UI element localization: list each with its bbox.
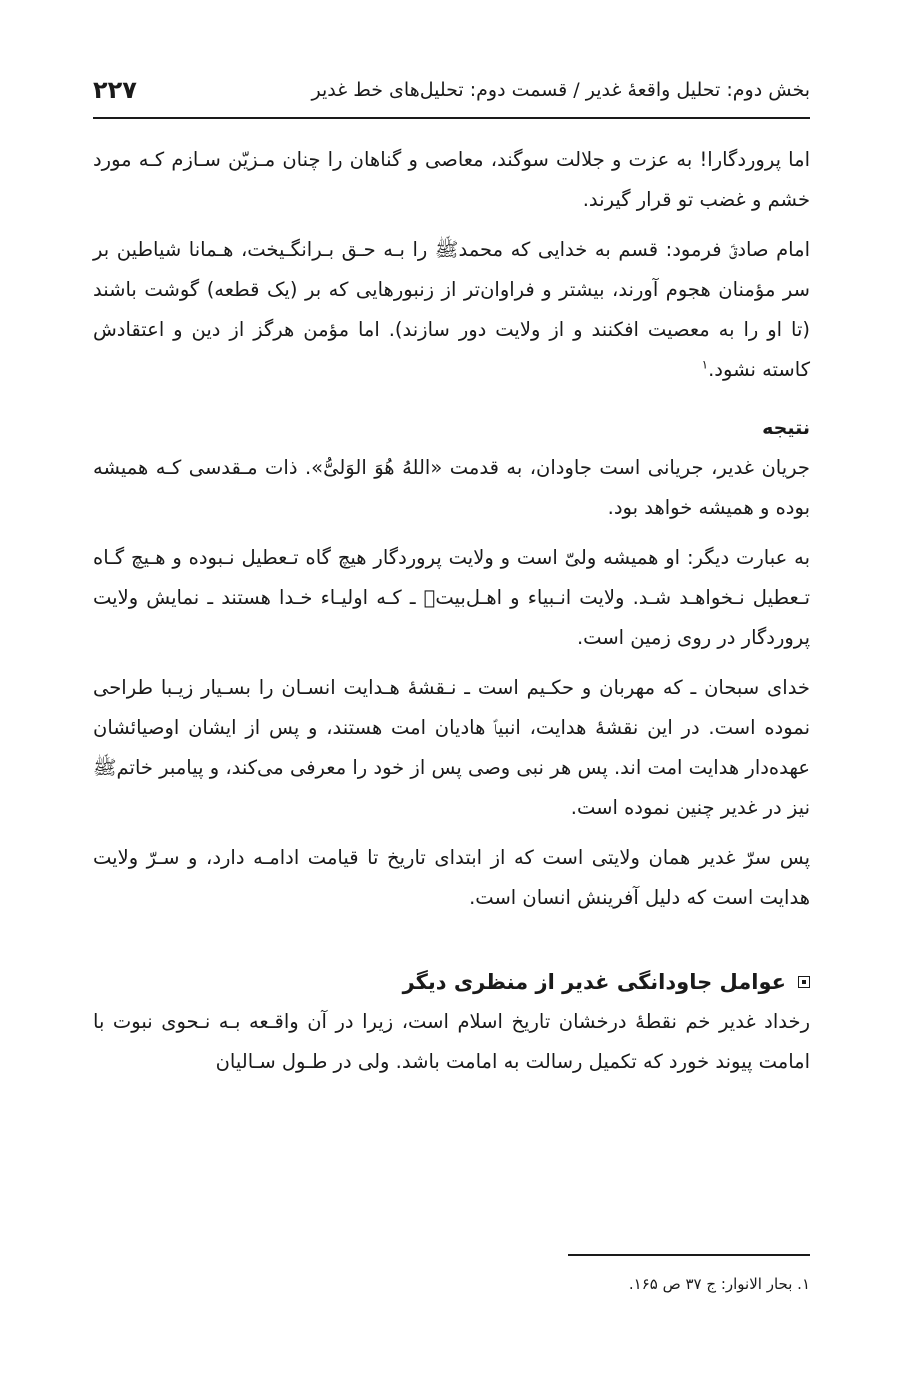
square-bullet-icon (798, 976, 810, 988)
footnote: ۱. بحار الانوار: ج ۳۷ ص ۱۶۵. (628, 1275, 810, 1293)
page-number: ۲۲۷ (93, 76, 137, 104)
running-title: بخش دوم: تحلیل واقعهٔ غدیر / قسمت دوم: تحلیل‌های خط غدیر (311, 79, 810, 101)
paragraph: پس سرّ غدیر همان ولایتی است که از ابتدای تاریخ تا قیامت ادامـه دارد، و سـرّ ولایت هدایت است که دلیل آفرینش انسان است. (93, 846, 810, 909)
footnote-reference: ۱ (701, 357, 709, 372)
running-head (93, 72, 810, 108)
paragraph: رخداد غدیر خم نقطهٔ درخشان تاریخ اسلام است، زیرا در آن واقـعه بـه نـحوی نبوت با امامت پیوند خورد که تکمیل رسالت به امامت باشد. ولی در طـول سـالیان (93, 1010, 810, 1073)
book-page (93, 0, 810, 1390)
paragraph: اما پروردگارا! به عزت و جلالت سوگند، معاصی و گناهان را چنان مـزیّن سـازم کـه مورد خشم و غضب تو قرار گیرند. (93, 148, 810, 211)
section-heading-text: عوامل جاودانگی غدیر از منظری دیگر (402, 970, 786, 994)
body-text (93, 140, 810, 1082)
section-heading (93, 962, 810, 1002)
paragraph-text: امام صادقؑ فرمود: قسم به خدایی که محمدﷺ را بـه حـق بـرانگـیخت، هـمانا شیاطین بر سر مؤمنان هجوم آورند، بیشتر و فراوان‌تر از زنبورهایی که بر (یک قطعه) گوشت باشند (تا او را به معصیت افکنند و از ولایت دور سازند). اما مؤمن هرگز از دین و اعتقادش کاسته نشود. (93, 238, 810, 381)
paragraph: جریان غدیر، جریانی است جاودان، به قدمت «اللهُ هُوَ الوَلیُّ». ذات مـقدسی کـه همیشه بوده و همیشه خواهد بود. (93, 456, 810, 519)
paragraph: خدای سبحان ـ که مهربان و حکـیم است ـ نـقشهٔ هـدایت انسـان را بسـیار زیـبا طراحی نموده است. در این نقشهٔ هدایت، انبیاؑ هادیان امت هستند، و پس از ایشان اوصیائشان عهده‌دار هدایت امت اند. پس هر نبی وصی پس از خود را معرفی می‌کند، و پیامبر خاتمﷺ نیز در غدیر چنین نموده است. (93, 676, 810, 819)
header-rule (93, 117, 810, 119)
footnote-rule (568, 1254, 810, 1256)
paragraph: به عبارت دیگر: او همیشه ولیّ است و ولایت پروردگار هیچ گاه تـعطیل نـبوده و هـیچ گـاه تـعطیل نـخواهـد شـد. ولایت انـبیاء و اهـل‌بیتؑ ـ کـه اولیـاء خـدا هستند ـ نمایش ولایت پروردگار در روی زمین است. (93, 546, 810, 649)
conclusion-heading: نتیجه (762, 417, 810, 439)
paragraph-with-footnote-ref (93, 230, 810, 390)
